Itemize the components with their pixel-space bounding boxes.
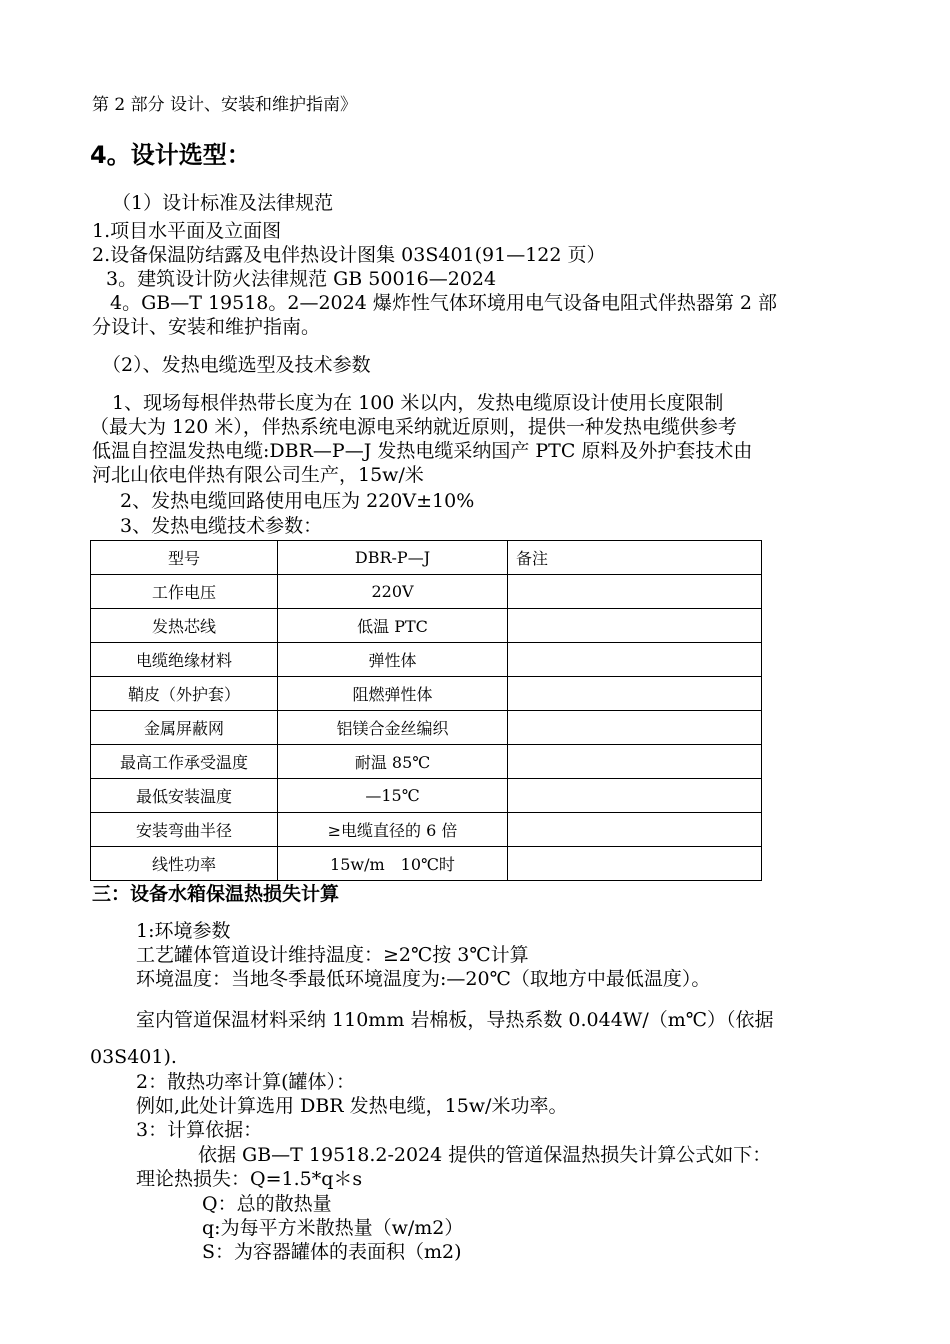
- env-line: 03S401).: [90, 1046, 177, 1068]
- table-row: [91, 677, 762, 711]
- table-cell: [508, 643, 762, 677]
- calc-title: 2：散热功率计算(罐体）：: [136, 1071, 356, 1093]
- table-row: [91, 643, 762, 677]
- definition-line: q:为每平方米散热量（w/m2）: [202, 1217, 464, 1239]
- table-cell: [508, 575, 762, 609]
- table-cell: 阻燃弹性体: [278, 677, 508, 711]
- table-cell: 低温 PTC: [278, 609, 508, 643]
- table-row: [91, 711, 762, 745]
- calc-line: 例如,此处计算选用 DBR 发热电缆，15w/米功率。: [136, 1095, 568, 1117]
- basis-line: 依据 GB—T 19518.2-2024 提供的管道保温热损失计算公式如下：: [198, 1144, 772, 1166]
- table-cell: 金属屏蔽网: [91, 711, 278, 745]
- table-cell: 鞘皮（外护套）: [91, 677, 278, 711]
- table-cell: 15w/m 10℃时: [278, 847, 508, 881]
- table-cell: 220V: [278, 575, 508, 609]
- table-row: [91, 779, 762, 813]
- table-cell: —15℃: [278, 779, 508, 813]
- env-line: 室内管道保温材料采纳 110mm 岩棉板，导热系数 0.044W/（m℃）（依据: [136, 1009, 774, 1031]
- definition-line: S：为容器罐体的表面积（m2): [202, 1241, 462, 1263]
- table-cell: [508, 711, 762, 745]
- formula-line: 理论热损失：Q=1.5*q＊s: [136, 1168, 363, 1190]
- table-row: [91, 847, 762, 881]
- table-cell: 最低安装温度: [91, 779, 278, 813]
- table-cell: 耐温 85℃: [278, 745, 508, 779]
- table-row: [91, 609, 762, 643]
- table-cell: 工作电压: [91, 575, 278, 609]
- env-line: 工艺罐体管道设计维持温度：≥2℃按 3℃计算: [136, 944, 529, 966]
- sec2-item: 2、发热电缆回路使用电压为 220V±10%: [120, 490, 475, 512]
- env-title: 1:环境参数: [136, 920, 231, 942]
- sec2-paragraph-line: （最大为 120 米），伴热系统电源电采纳就近原则，提供一种发热电缆供参考: [90, 416, 737, 438]
- table-row: [91, 745, 762, 779]
- section-heading-4: 4。设计选型：: [90, 141, 251, 169]
- continuation-line: 第 2 部分 设计、安装和维护指南》: [92, 95, 358, 115]
- section-heading-3: 三：设备水箱保温热损失计算: [92, 883, 340, 905]
- sec1-item: 2.设备保温防结露及电伴热设计图集 03S401(91—122 页）: [92, 244, 606, 266]
- table-cell: [508, 745, 762, 779]
- table-header-cell: 型号: [91, 541, 278, 575]
- sec1-item: 4。GB—T 19518。2—2024 爆炸性气体环境用电气设备电阻式伴热器第 2 部: [110, 292, 778, 314]
- sec2-paragraph-line: 1、现场每根伴热带长度为在 100 米以内，发热电缆原设计使用长度限制: [112, 392, 724, 414]
- sec1-item: 分设计、安装和维护指南。: [92, 316, 321, 338]
- table-cell: ≥电缆直径的 6 倍: [278, 813, 508, 847]
- table-cell: 铝镁合金丝编织: [278, 711, 508, 745]
- env-line: 环境温度：当地冬季最低环境温度为:—20℃（取地方中最低温度）。: [136, 968, 711, 990]
- table-header-cell: DBR-P—J: [278, 541, 508, 575]
- table-cell: [508, 847, 762, 881]
- sec2-item: 3、发热电缆技术参数：: [120, 515, 323, 537]
- table-cell: 线性功率: [91, 847, 278, 881]
- table-cell: [508, 609, 762, 643]
- table-header-row: [91, 541, 762, 575]
- table-cell: 发热芯线: [91, 609, 278, 643]
- table-cell: [508, 813, 762, 847]
- table-cell: [508, 677, 762, 711]
- table-row: [91, 575, 762, 609]
- sec1-item: 1.项目水平面及立面图: [92, 220, 282, 242]
- table-cell: 弹性体: [278, 643, 508, 677]
- table-cell: 电缆绝缘材料: [91, 643, 278, 677]
- definition-line: Q：总的散热量: [202, 1193, 332, 1215]
- sec2-paragraph-line: 低温自控温发热电缆:DBR—P—J 发热电缆采纳国产 PTC 原料及外护套技术由: [92, 440, 753, 462]
- spec-table: [90, 540, 762, 881]
- basis-title: 3：计算依据：: [136, 1119, 263, 1141]
- table-cell: 最高工作承受温度: [91, 745, 278, 779]
- table-cell: [508, 779, 762, 813]
- table-header-cell: 备注: [508, 541, 762, 575]
- sec1-title: （1）设计标准及法律规范: [112, 192, 334, 214]
- table-cell: 安装弯曲半径: [91, 813, 278, 847]
- table-row: [91, 813, 762, 847]
- sec2-paragraph-line: 河北山依电伴热有限公司生产，15w/米: [92, 464, 424, 486]
- sec2-title: （2）、发热电缆选型及技术参数: [102, 354, 371, 376]
- sec1-item: 3。建筑设计防火法律规范 GB 50016—2024: [106, 268, 497, 290]
